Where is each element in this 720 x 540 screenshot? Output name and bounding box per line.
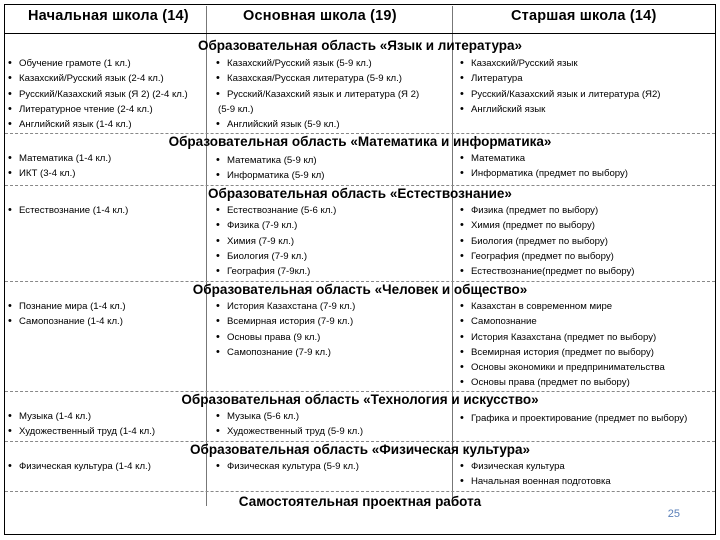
list-item: • Физическая культура [458,459,611,474]
area-physical-senior [458,459,611,490]
list-item: (5-9 кл.) [218,103,254,115]
list-item: • География (7-9кл.) [214,264,336,279]
area-science-senior [458,203,635,279]
area-technology-primary [6,409,155,440]
list-item: • Английский язык (1-4 кл.) [6,117,188,132]
list-item: • Самопознание [458,314,665,329]
list-item: • Всемирная история (7-9 кл.) [214,314,355,329]
list-item: • Всемирная история (предмет по выбору) [458,345,665,360]
area-title-language: Образовательная область «Язык и литература» [197,38,523,53]
list-item: • Естествознание (5-6 кл.) [214,203,336,218]
list-item: • Музыка (5-6 кл.) [214,409,363,424]
area-language-basic [214,56,419,132]
list-item: • Физическая культура (1-4 кл.) [6,459,151,474]
list-item: • Казахская/Русская литература (5-9 кл.) [214,71,419,86]
header-separator [5,33,715,34]
list-item: • Английский язык (5-9 кл.) [214,117,419,132]
area-science-basic [214,203,336,279]
list-item: • Литература [458,71,660,86]
area-language-primary [6,56,188,132]
list-item: • Познание мира (1-4 кл.) [6,299,126,314]
list-item: • Физика (предмет по выбору) [458,203,635,218]
area-title-technology: Образовательная область «Технология и искусство» [181,392,539,407]
list-item: • Биология (предмет по выбору) [458,234,635,249]
list-item: • История Казахстана (7-9 кл.) [214,299,355,314]
header-senior: Старшая школа (14) [511,8,657,24]
list-item: • Основы права (предмет по выбору) [458,375,665,390]
page-number: 25 [667,508,680,520]
list-item: • Казахский/Русский язык [458,56,660,71]
area-technology-senior [458,411,687,426]
list-item: • Естествознание (1-4 кл.) [6,203,128,218]
list-item: • География (предмет по выбору) [458,249,635,264]
list-item: • Графика и проектирование (предмет по выбору) [458,411,687,426]
list-item: • Естествознание(предмет по выбору) [458,264,635,279]
header-basic: Основная школа (19) [243,8,397,24]
list-item: • Английский язык [458,102,660,117]
area-technology-basic [214,409,363,440]
list-item: • Художественный труд (5-9 кл.) [214,424,363,439]
footer-title: Самостоятельная проектная работа [238,494,482,509]
area-language-senior [458,56,660,117]
column-divider [206,6,207,506]
list-item: • Физическая культура (5-9 кл.) [214,459,359,474]
area-math-senior [458,151,628,182]
area-society-basic [214,299,355,360]
area-physical-basic [214,459,359,474]
column-divider [452,6,453,506]
area-math-primary [6,151,111,182]
list-item: • Литературное чтение (2-4 кл.) [6,102,188,117]
list-item: • Казахский/Русский язык (2-4 кл.) [6,71,188,86]
list-item: • Биология (7-9 кл.) [214,249,336,264]
list-item: • Самопознание (1-4 кл.) [6,314,126,329]
list-item: • Музыка (1-4 кл.) [6,409,155,424]
list-item: • Начальная военная подготовка [458,474,611,489]
list-item: • История Казахстана (предмет по выбору) [458,330,665,345]
list-item: • Обучение грамоте (1 кл.) [6,56,188,71]
list-item: • Основы экономики и предпринимательства [458,360,665,375]
area-physical-primary [6,459,151,474]
list-item: • Основы права (9 кл.) [214,330,355,345]
list-item: • Математика (1-4 кл.) [6,151,111,166]
list-item: • Информатика (5-9 кл) [214,168,324,183]
list-item: • Самопознание (7-9 кл.) [214,345,355,360]
list-item: • Физика (7-9 кл.) [214,218,336,233]
row-separator [5,491,715,492]
list-item: • Математика [458,151,628,166]
area-science-primary [6,203,128,218]
list-item: • Русский/Казахский язык (Я 2) (2-4 кл.) [6,87,188,102]
list-item: • Художественный труд (1-4 кл.) [6,424,155,439]
area-society-senior [458,299,665,391]
list-item: • Русский/Казахский язык и литература (Я 2) [214,87,419,102]
list-item: • Информатика (предмет по выбору) [458,166,628,181]
area-title-science: Образовательная область «Естествознание» [208,186,512,201]
area-title-society: Образовательная область «Человек и общество» [192,282,528,297]
list-item: • ИКТ (3-4 кл.) [6,166,111,181]
list-item: • Казахстан в современном мире [458,299,665,314]
area-title-physical: Образовательная область «Физическая культура» [189,442,531,457]
area-society-primary [6,299,126,330]
area-title-math: Образовательная область «Математика и информатика» [168,134,552,149]
list-item: • Математика (5-9 кл) [214,153,324,168]
list-item: • Русский/Казахский язык и литература (Я2) [458,87,660,102]
header-primary: Начальная школа (14) [28,8,189,24]
list-item: • Казахский/Русский язык (5-9 кл.) [214,56,419,71]
list-item: • Химия (предмет по выбору) [458,218,635,233]
area-math-basic [214,153,324,184]
list-item: • Химия (7-9 кл.) [214,234,336,249]
